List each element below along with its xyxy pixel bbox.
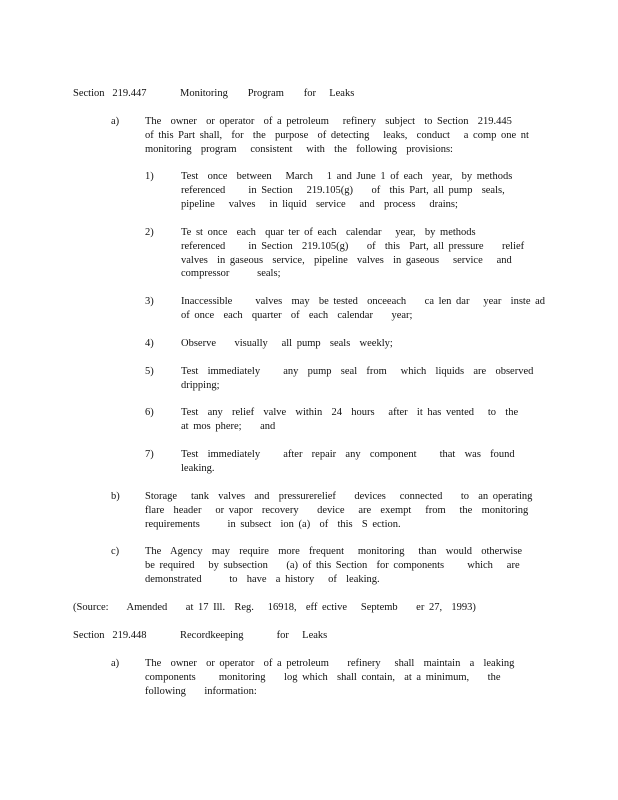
- item-6-label: 6): [145, 407, 154, 418]
- item-7-label: 7): [145, 449, 154, 460]
- subsection-b-text: Storage tank valves and pressurerelief devices connected to an operating flare header or vapor recovery device are exempt from the monitoring requirements in subsect ion (a) of this S ection.: [145, 491, 533, 530]
- subsection-c-text: The Agency may require more frequent monitoring than would otherwise be required by subsection (a) of this Section for components which are demonstrated to have a history of leaking.: [145, 546, 523, 585]
- item-5-label: 5): [145, 366, 154, 377]
- item-6-text: Test any relief valve within 24 hours after it has vented to the at mos phere; and: [181, 407, 519, 432]
- section-448-subsection-a-text: The owner or operator of a petroleum refinery shall maintain a leaking components monitoring log which shall contain, at a minimum, the following information:: [145, 658, 515, 697]
- subsection-c-label: c): [111, 546, 120, 557]
- item-3-text: Inaccessible valves may be tested onceeach ca len dar year inste ad of once each quarter of each calendar year;: [181, 296, 546, 321]
- subsection-a-text: The owner or operator of a petroleum refinery subject to Section 219.445 of this Part shall, for the purpose of detecting leaks, conduct a comp one nt monitoring program consistent with the following provisions:: [145, 116, 529, 155]
- item-5-text: Test immediately any pump seal from which liquids are observed dripping;: [181, 366, 534, 391]
- item-3-label: 3): [145, 296, 154, 307]
- item-7-text: Test immediately after repair any component that was found leaking.: [181, 449, 515, 474]
- subsection-b-label: b): [111, 491, 120, 502]
- section-448-subsection-a-label: a): [111, 658, 120, 669]
- section-448-title: Recordkeeping for Leaks: [180, 630, 328, 641]
- item-1-label: 1): [145, 171, 154, 182]
- item-4-text: Observe visually all pump seals weekly;: [181, 338, 393, 349]
- item-2-text: Te st once each quar ter of each calendar year, by methods referenced in Section 219.105(g) of this Part, all pressure relief valves in gaseous service, pipeline valves in gaseous service and compressor seals;: [181, 227, 525, 280]
- section-448-number: Section 219.448: [73, 630, 147, 641]
- subsection-a-label: a): [111, 116, 120, 127]
- item-2-label: 2): [145, 227, 154, 238]
- item-4-label: 4): [145, 338, 154, 349]
- section-447-title: Monitoring Program for Leaks: [180, 88, 355, 99]
- source-note: (Source: Amended at 17 Ill. Reg. 16918, eff ective Septemb er 27, 1993): [73, 602, 476, 613]
- item-1-text: Test once between March 1 and June 1 of each year, by methods referenced in Section 219.105(g) of this Part, all pump seals, pipeline valves in liquid service and process drains;: [181, 171, 513, 210]
- section-447-number: Section 219.447: [73, 88, 147, 99]
